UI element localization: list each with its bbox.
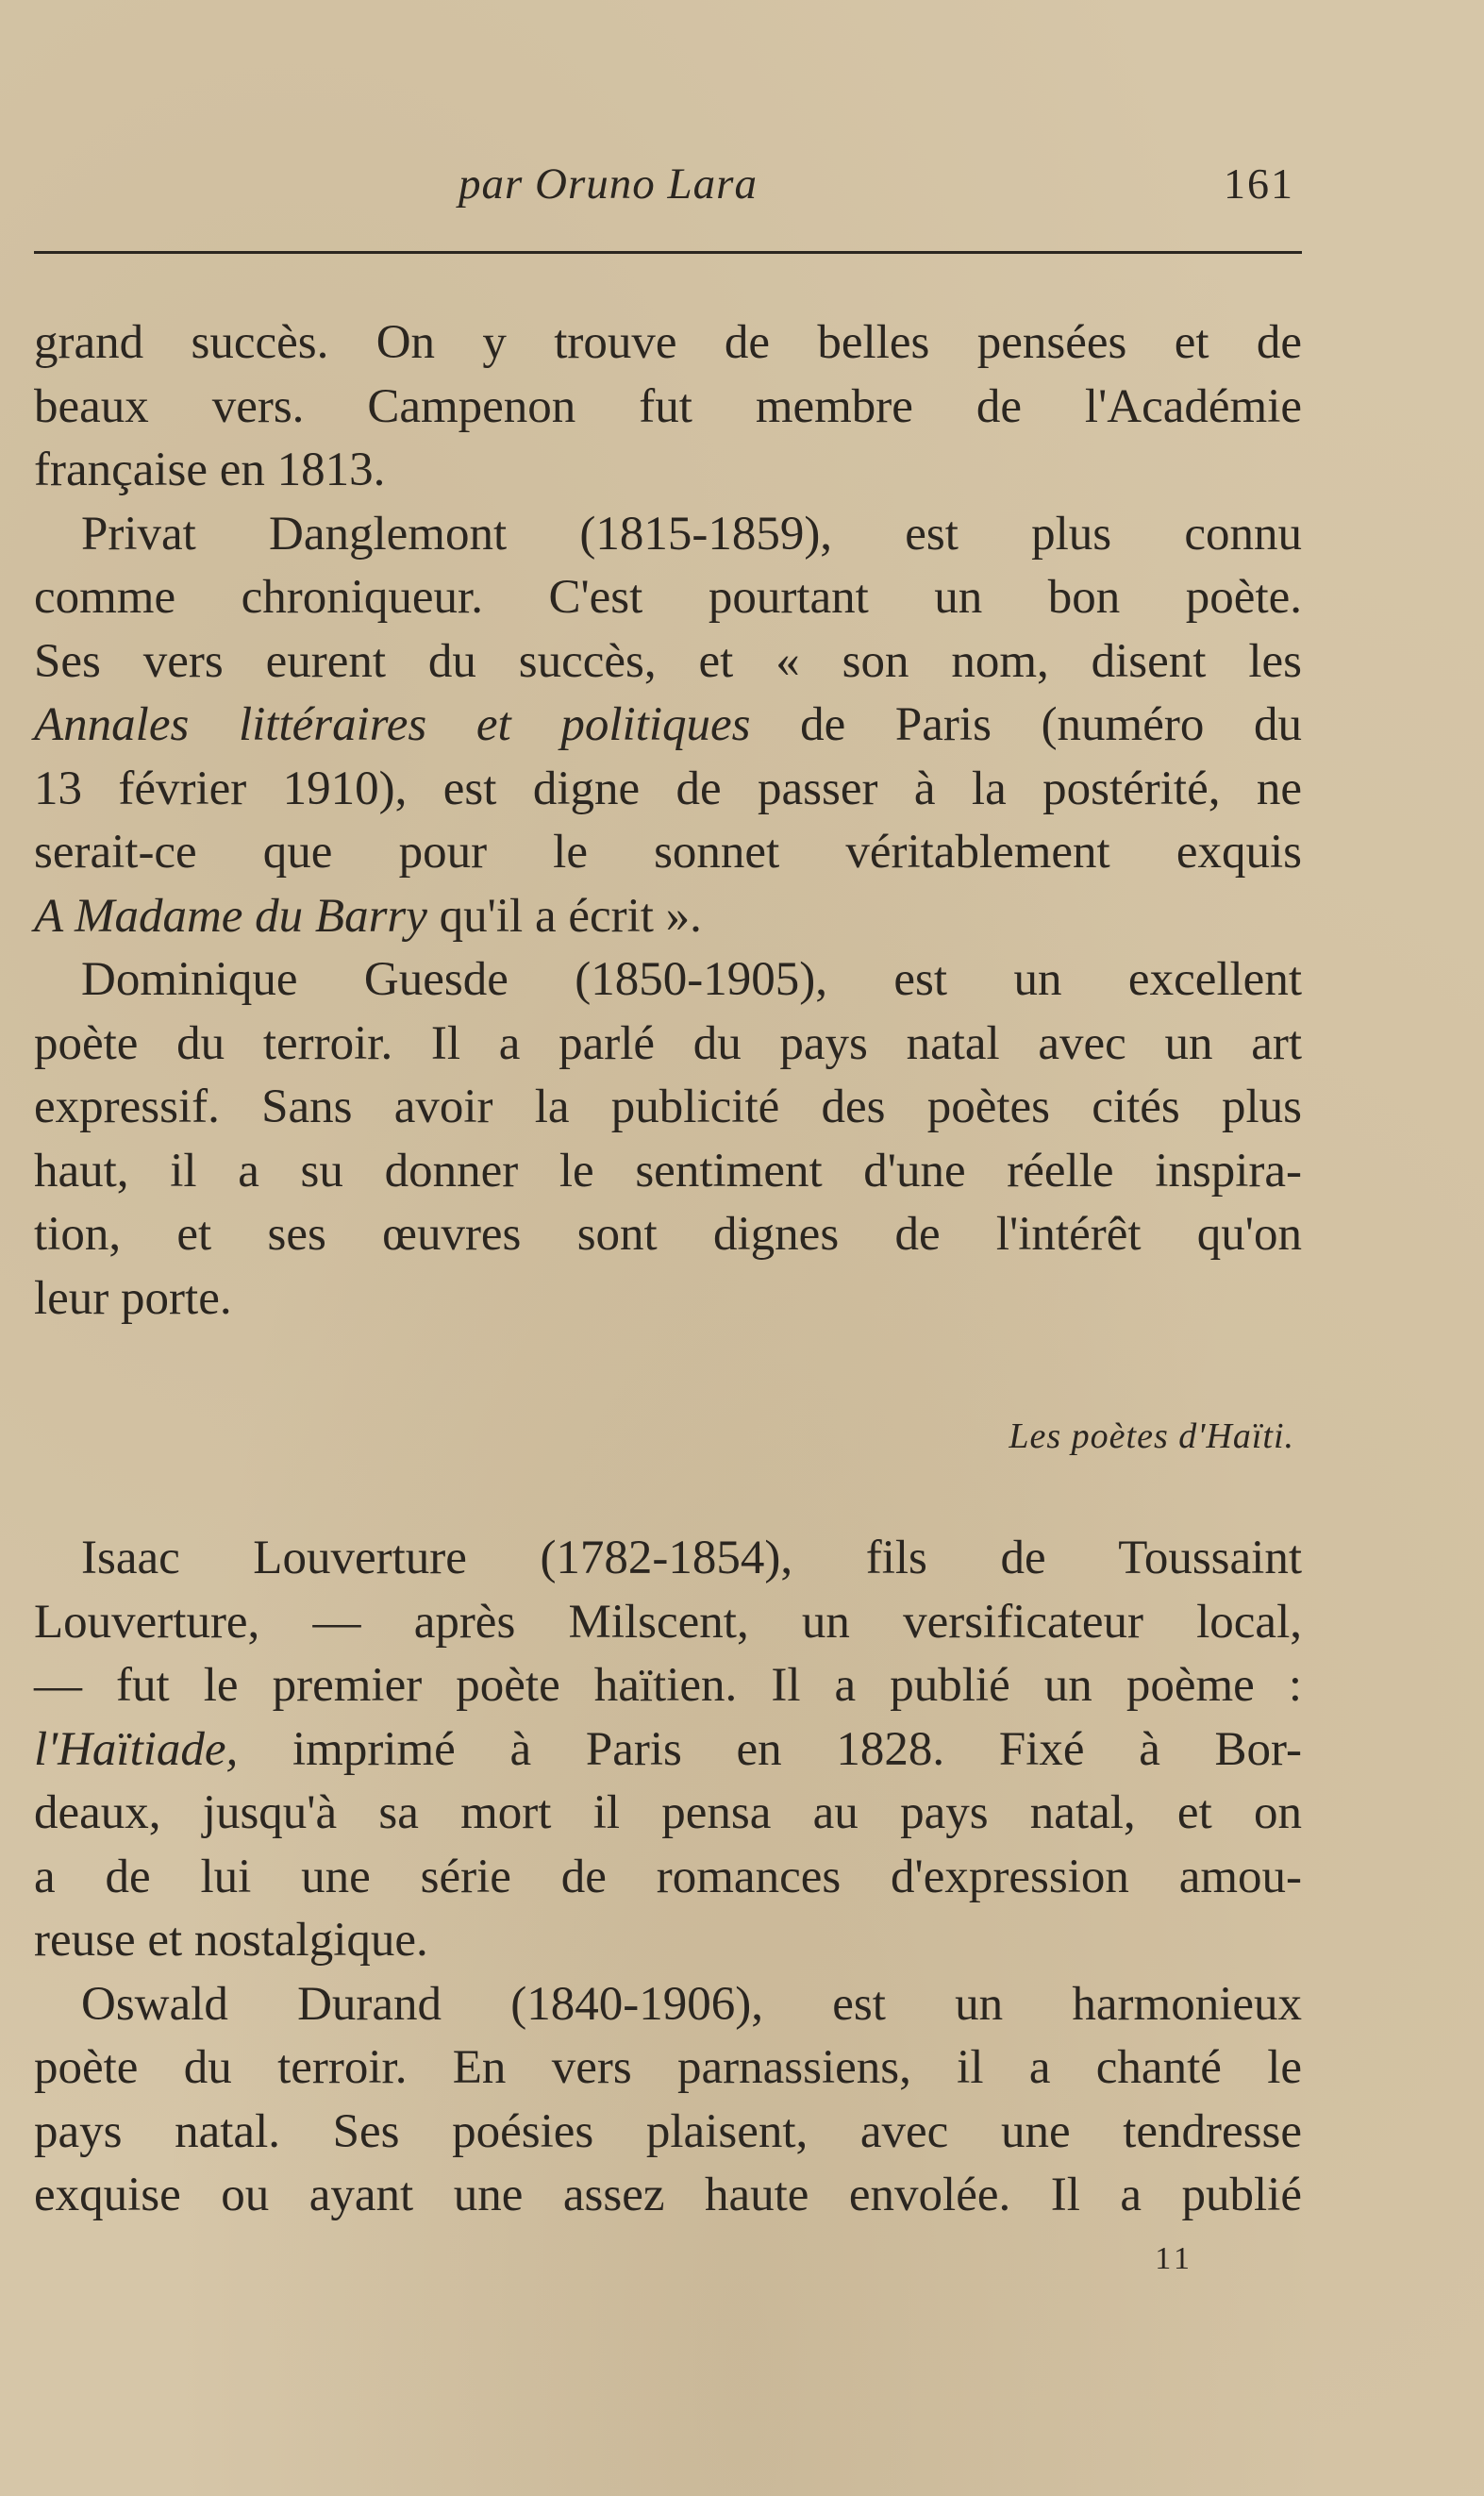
text-line: deaux, jusqu'à sa mort il pensa au pays natal, et on: [34, 1786, 1302, 1839]
book-page: [34, 0, 1302, 2496]
text-line: grand succès. On y trouve de belles pensées et de: [34, 316, 1302, 369]
italic-title: l'Haïtiade,: [34, 1722, 239, 1776]
text-line: expressif. Sans avoir la publicité des poètes cités plus: [34, 1080, 1302, 1133]
paragraph-privat-danglemont: [34, 503, 1302, 949]
text-line: A Madame du Barry qu'il a écrit ».: [34, 889, 702, 943]
text-line: a de lui une série de romances d'expression amou-: [34, 1850, 1302, 1903]
text-line: Oswald Durand (1840-1906), est un harmonieux: [81, 1977, 1302, 2031]
italic-title: Annales littéraires et politiques: [34, 698, 751, 751]
running-head: [34, 151, 1302, 226]
paragraph-oswald-durand: [34, 1973, 1302, 2228]
text-line: Dominique Guesde (1850-1905), est un excellent: [81, 953, 1302, 1006]
text-line: comme chroniqueur. C'est pourtant un bon poète.: [34, 571, 1302, 624]
section-heading: Les poètes d'Haïti.: [1009, 1416, 1294, 1456]
text-line: serait-ce que pour le sonnet véritablement exquis: [34, 826, 1302, 879]
page-number: 161: [1224, 159, 1294, 208]
paragraph-dominique-guesde: [34, 948, 1302, 1331]
text-line: beaux vers. Campenon fut membre de l'Académie: [34, 379, 1302, 433]
text-line: 13 février 1910), est digne de passer à la postérité, ne: [34, 762, 1302, 815]
text-line: Louverture, — après Milscent, un versificateur local,: [34, 1595, 1302, 1649]
text-line: tion, et ses œuvres sont dignes de l'intérêt qu'on: [34, 1208, 1302, 1261]
text-line: française en 1813.: [34, 444, 386, 496]
paragraph-isaac-louverture: [34, 1527, 1302, 1973]
text-line: pays natal. Ses poésies plaisent, avec une tendresse: [34, 2104, 1302, 2158]
text-line: Annales littéraires et politiques de Paris (numéro du: [34, 698, 1302, 751]
text-line: — fut le premier poète haïtien. Il a publié un poème :: [34, 1659, 1302, 1712]
text-line: Privat Danglemont (1815-1859), est plus connu: [81, 507, 1302, 561]
text-line: poète du terroir. En vers parnassiens, il a chanté le: [34, 2041, 1302, 2094]
paragraph-campenon-end: [34, 311, 1302, 503]
text-line: Isaac Louverture (1782-1854), fils de Toussaint: [81, 1532, 1302, 1584]
text-line: l'Haïtiade, imprimé à Paris en 1828. Fixé à Bor-: [34, 1722, 1302, 1776]
text-line: haut, il a su donner le sentiment d'une réelle inspira-: [34, 1144, 1302, 1198]
italic-title: A Madame du Barry: [34, 889, 427, 943]
text-line: leur porte.: [34, 1271, 232, 1325]
text-line: exquise ou ayant une assez haute envolée. Il a publié: [34, 2169, 1302, 2221]
text-line: reuse et nostalgique.: [34, 1914, 428, 1967]
running-title: par Oruno Lara: [459, 159, 758, 209]
text-line: Ses vers eurent du succès, et « son nom, disent les: [34, 634, 1302, 688]
text-line: poète du terroir. Il a parlé du pays natal avec un art: [34, 1016, 1302, 1070]
header-rule: [34, 251, 1302, 254]
signature-mark: 11: [1155, 2241, 1193, 2276]
